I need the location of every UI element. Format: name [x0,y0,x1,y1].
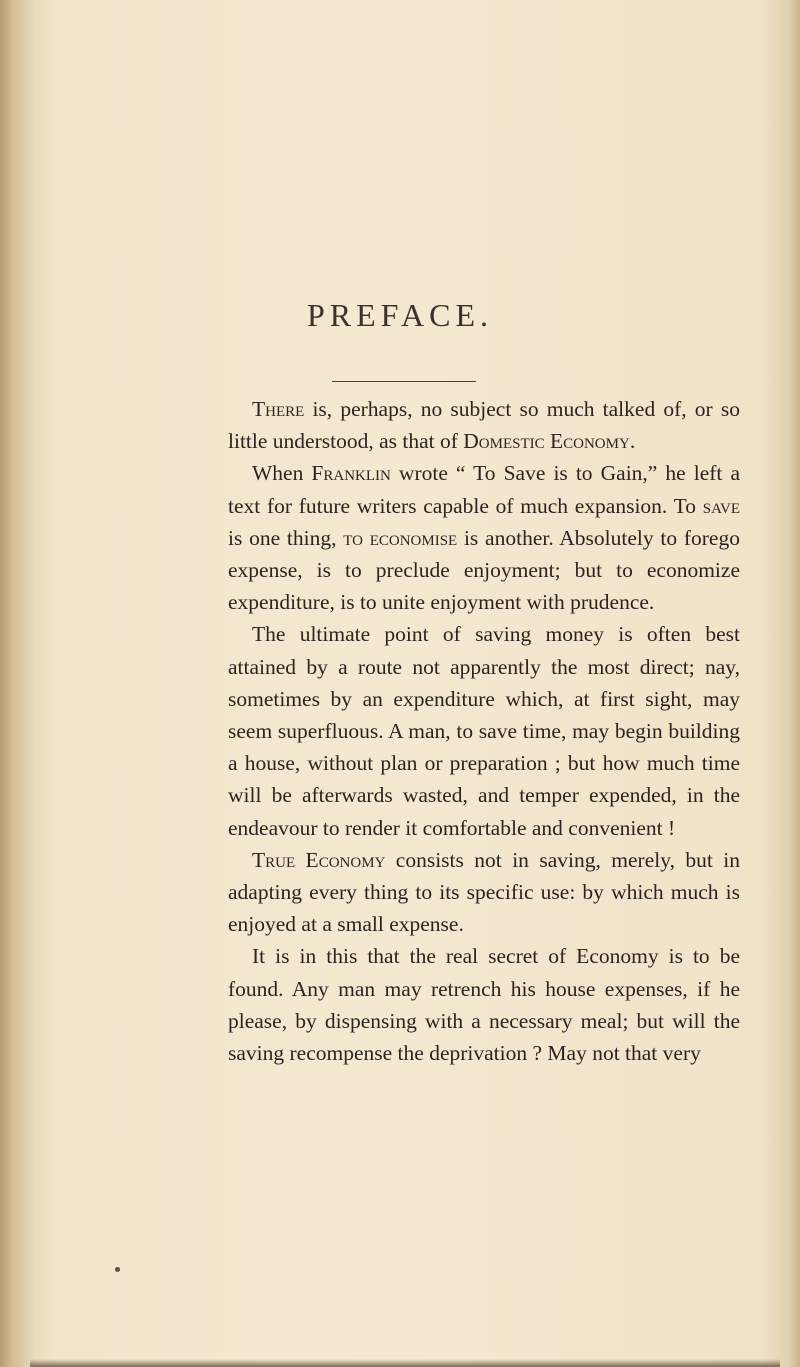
title-rule [332,381,476,382]
ink-speck [115,1267,120,1272]
preface-body [228,393,740,1069]
paragraph-2: When Franklin wrote “ To Save is to Gain,” he left a text for future writers capable of much expansion. To save is one thing, to economise is another. Absolutely to forego expense, is to preclude enjoyment; but to economize expenditure, is to unite enjoyment with prudence. [228,461,740,615]
page-right-edge [790,0,800,1367]
page-bottom-shadow [30,1359,780,1367]
paragraph-1-lead: There [252,397,305,421]
paragraph-5: It is in this that the real secret of Economy is to be found. Any man may retrench his house expenses, if he please, by dispensing with a necessary meal; but will the saving recompense the deprivation ? May not that very [228,944,740,1066]
page-title: PREFACE. [306,297,494,333]
true-economy: True Economy [252,847,386,872]
paragraph-3: The ultimate point of saving money is often best attained by a route not apparently the most direct; nay, sometimes by an expenditure which, at first sight, may seem superfluous. A man, to save time, may begin building a house, without plan or preparation ; but how much time will be afterwards wasted, and temper expended, in the endeavour to render it comfortable and convenient ! [228,622,740,840]
paragraph-1: There is, perhaps, no subject so much talked of, or so little understood, as that of Domestic Economy. [228,397,740,454]
paragraph-4: True Economy consists not in saving, merely, but in adapting every thing to its specific use: by which much is enjoyed at a small expense. [228,847,740,937]
domestic-economy: Domestic Economy [463,429,630,454]
page-binding-edge [0,0,36,1367]
franklin-name: Franklin [311,461,391,486]
